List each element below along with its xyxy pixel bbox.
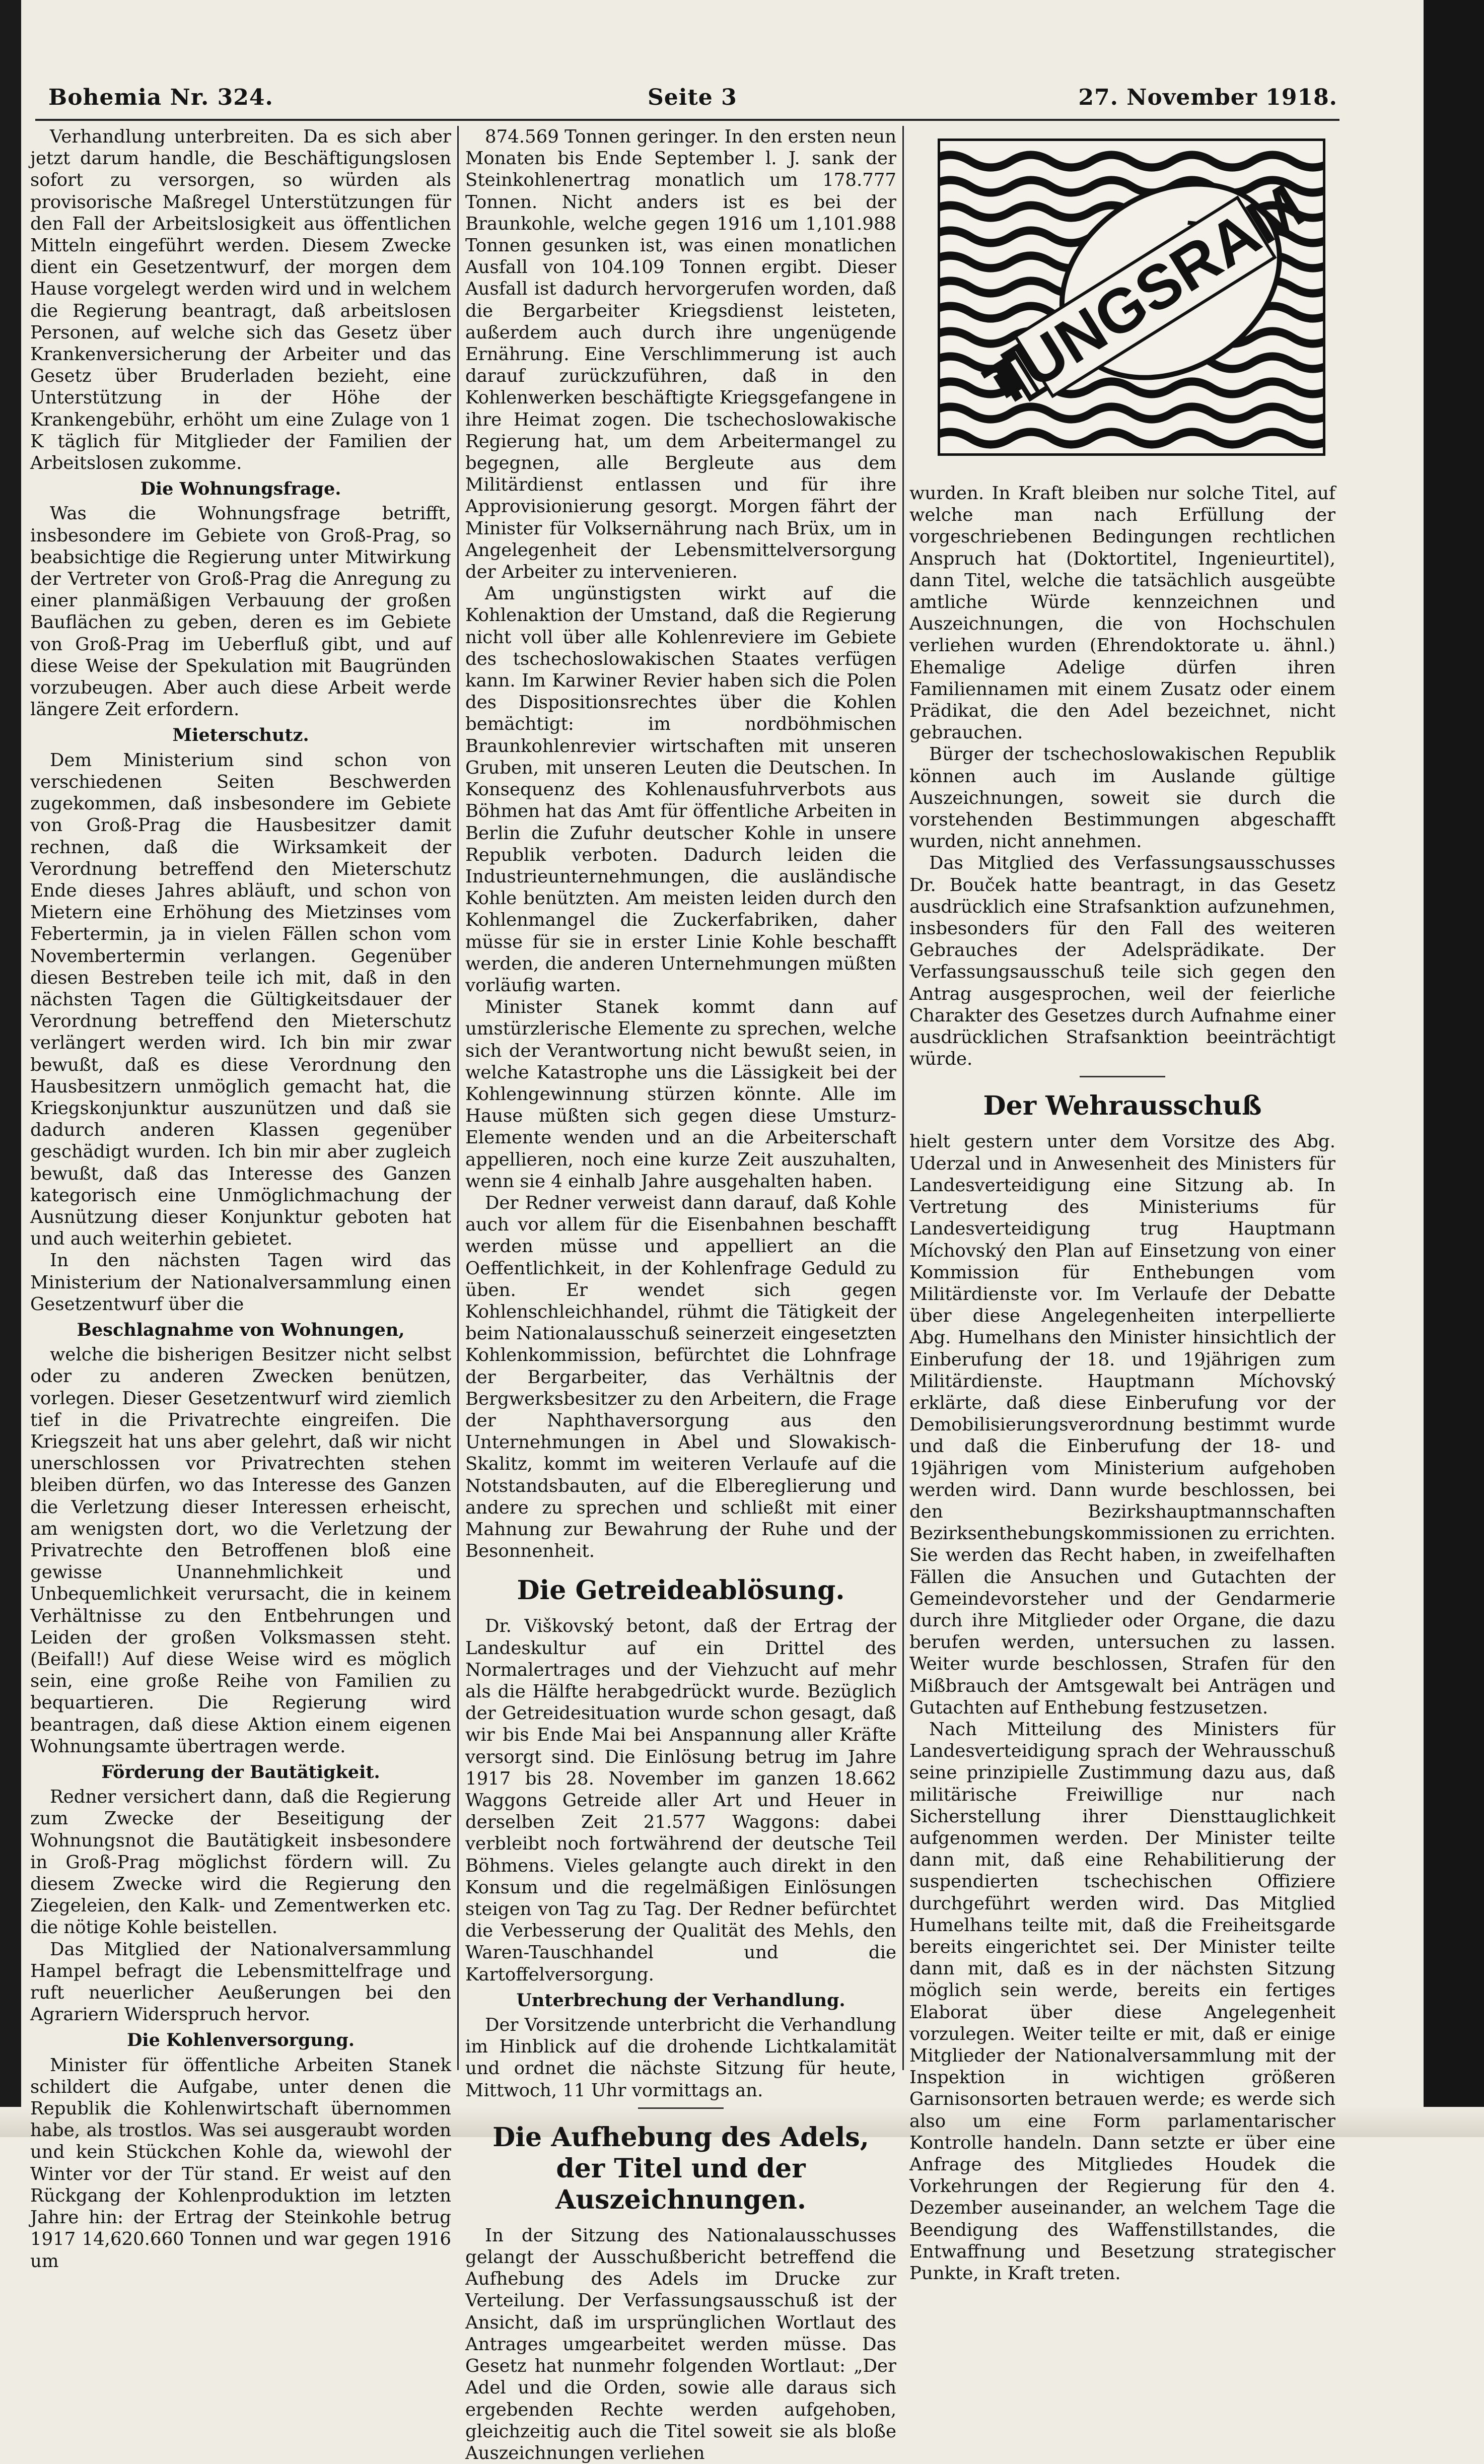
article-paragraph: Der Redner verweist dann darauf, daß Kohle auch vor allem für die Eisenbahnen beschafft werden müsse und appelliert an die Oeffentlichkeit, in der Kohlenfrage Geduld zu üben. Er wendet sich gegen Kohlenschleichhandel, rühmt die Tätigkeit der beim Nationalausschuß seinerzeit eingesetzten Kohlenkommission, befürchtet die Lohnfrage der Bergarbeiter, das Verhältnis der Bergwerksbesitzer zu den Arbeitern, die Frage der Naphthaversorgung aus den Unternehmungen in Abel und Slowakisch-Skalitz, kommt im weiteren Verlaufe auf die Notstandsbauten, auf die Elbereglierung und andere zu sprechen und schließt mit einer Mahnung zur Bewahrung der Ruhe und der Besonnenheit. (465, 1192, 896, 1562)
section-heading-kohlenversorgung: Die Kohlenversorgung. (126, 2030, 355, 2051)
column-3 (909, 483, 1335, 2284)
article-paragraph: In den nächsten Tagen wird das Ministerium der Nationalversammlung einen Gesetzentwurf über die (30, 1250, 451, 1315)
separator-rule (1080, 1076, 1165, 1077)
article-paragraph: Was die Wohnungsfrage betrifft, insbesondere im Gebiete von Groß-Prag, so beabsichtige die Regierung unter Mitwirkung der Vertreter von Groß-Prag die Anregung zu einer planmäßigen Verbauung der großen Bauflächen zu geben, deren es im Gebiete von Groß-Prag im Ueberfluß gibt, und auf diese Weise der Spekulation mit Baugründen vorzubeugen. Aber auch diese Arbeit werde längere Zeit erfordern. (30, 503, 451, 720)
article-headline-getreideabloesung: Die Getreideablösung. (517, 1575, 845, 1606)
header-issue: Bohemia Nr. 324. (48, 85, 273, 110)
article-headline-wehrausschuss: Der Wehrausschuß (983, 1090, 1262, 1122)
article-paragraph: Das Mitglied des Verfassungsausschusses Dr. Bouček hatte beantragt, in das Gesetz ausdrücklich eine Strafsanktion aufzunehmen, insbesonders für den Fall des weiteren Gebrauches der Adelsprädikate. Der Verfassungsausschuß teile sich gegen den Antrag ausgesprochen, weil der feierliche Charakter des Gesetzes durch Aufnahme einer ausdrücklichen Strafsanktion beeinträchtigt würde. (909, 853, 1335, 1070)
column-1 (30, 126, 451, 2272)
article-paragraph: Verhandlung unterbreiten. Da es sich aber jetzt darum handle, die Beschäftigungslosen sofort zu versorgen, so würden als provisorische Maßregel Unterstützungen für den Fall der Arbeitslosigkeit aus öffentlichen Mitteln eingeführt werden. Diesem Zwecke dient ein Gesetzentwurf, der morgen dem Hause vorgelegt werden wird und in welchem die Regierung beantragt, daß arbeitslosen Personen, auf welche sich das Gesetz über Krankenversicherung der Arbeiter und das Gesetz über Bruderladen bezieht, eine Unterstützung in der Höhe der Krankengebühr, erhöht um eine Zulage von 1 K täglich für Mitglieder der Familien der Arbeitslosen zukomme. (30, 126, 451, 474)
article-paragraph: Das Mitglied der Nationalversammlung Hampel befragt die Lebensmittelfrage und ruft neuerlicher Aeußerungen bei den Agrariern Widerspruch hervor. (30, 1939, 451, 2025)
article-paragraph: 874.569 Tonnen geringer. In den ersten neun Monaten bis Ende September l. J. sank der Steinkohlenertrag monatlich um 178.777 Tonnen. Nicht anders ist es bei der Braunkohle, welche gegen 1916 um 1,101.988 Tonnen gesunken ist, was einen monatlichen Ausfall von 104.109 Tonnen ergibt. Dieser Ausfall ist dadurch hervorgerufen worden, daß die Bergarbeiter Kriegsdienst leisteten, außerdem auch durch ihre ungenügende Ernährung. Eine Verschlimmerung ist auch darauf zurückzuführen, daß in den Kohlenwerken beschäftigte Kriegsgefangene in ihre Heimat zogen. Die tschechoslowakische Regierung hat, um dem Arbeitermangel zu begegnen, alle Bergleute aus dem Militärdienst entlassen und für ihre Approvisionierung gesorgt. Morgen fährt der Minister für Volksernährung nach Brüx, um in Angelegenheit der Lebensmittelversorgung der Arbeiter zu intervenieren. (465, 126, 896, 583)
header-page-number: Seite 3 (648, 85, 737, 110)
column-rule-1 (457, 126, 459, 2070)
section-heading-wohnungsfrage: Die Wohnungsfrage. (140, 478, 341, 500)
article-paragraph: Am ungünstigsten wirkt auf die Kohlenaktion der Umstand, daß die Regierung nicht voll über alle Kohlenreviere im Gebiete des tschechoslowakischen Staates verfügen kann. Im Karwiner Revier haben sich die Polen des Dispositionsrechtes über die Kohlen bemächtigt: im nordböhmischen Braunkohlenrevier wirtschaften mit unseren Gruben, mit unseren Leuten die Deutschen. In Konsequenz des Kohlenausfuhrverbots aus Böhmen hat das Amt für öffentliche Arbeiten in Berlin die Zufuhr deutscher Kohle in unsere Republik verboten. Dadurch leiden die Industrieunternehmungen, die ausländische Kohle benützten. Am meisten leiden durch den Kohlenmangel die Zuckerfabriken, daher müsse für sie in erster Linie Kohle beschafft werden, die anderen Unternehmungen müßten vorläufig warten. (465, 583, 896, 996)
tungsram-advertisement (938, 139, 1325, 456)
scan-edge-left (0, 0, 21, 2137)
header-rule (35, 119, 1339, 121)
article-headline-adel: Die Aufhebung des Adels, der Titel und der Auszeichnungen. (492, 2121, 869, 2215)
column-2 (465, 126, 896, 2464)
article-paragraph: Redner versichert dann, daß die Regierung zum Zwecke der Beseitigung der Wohnungsnot die Bautätigkeit insbesondere in Groß-Prag möglichst fördern will. Zu diesem Zwecke wird die Regierung den Ziegeleien, den Kalk- und Zementwerken etc. die nötige Kohle beistellen. (30, 1787, 451, 1938)
column-rule-2 (902, 126, 904, 2070)
article-paragraph: hielt gestern unter dem Vorsitze des Abg. Uderzal und in Anwesenheit des Ministers für Landesverteidigung eine Sitzung ab. In Vertretung des Ministeriums für Landesverteidigung trug Hauptmann Míchovský den Plan auf Einsetzung von einer Kommission für Enthebungen vom Militärdienste vor. Im Verlaufe der Debatte über diese Angelegenheiten interpellierte Abg. Humelhans den Minister hinsichtlich der Einberufung der 18. und 19jährigen zum Militärdienste. Hauptmann Míchovský erklärte, daß diese Einberufung vor der Demobilisierungsverordnung bestimmt wurde und daß die Einberufung der 18- und 19jährigen vom Ministerium aufgehoben werden wird. Dann wurde beschlossen, bei den Bezirkshauptmannschaften Bezirksenthebungskommissionen zu errichten. Sie werden das Recht haben, in zweifelhaften Fällen die Ansuchen und Gutachten der Gemeindevorsteher und der Gendarmerie durch ihre Mitglieder oder Organe, die dazu berufen werden, untersuchen zu lassen. Weiter wurde beschlossen, Strafen für den Mißbrauch der Amtsgewalt bei Anträgen und Gutachten auf Enthebung festzusetzen. (909, 1131, 1335, 1718)
article-paragraph: In der Sitzung des Nationalausschusses gelangt der Ausschußbericht betreffend die Aufhebung des Adels im Drucke zur Verteilung. Der Verfassungsausschuß ist der Ansicht, daß im ursprünglichen Wortlaut des Antrages umgearbeitet werden müsse. Das Gesetz hat nunmehr folgenden Wortlaut: „Der Adel und die Orden, sowie alle daraus sich ergebenden Rechte werden aufgehoben, gleichzeitig auch die Titel soweit sie als bloße Auszeichnungen verliehen (465, 2225, 896, 2463)
article-paragraph: Der Vorsitzende unterbricht die Verhandlung im Hinblick auf die drohende Lichtkalamität und ordnet die nächste Sitzung für heute, Mittwoch, 11 Uhr vormittags an. (465, 2015, 896, 2101)
article-paragraph: Nach Mitteilung des Ministers für Landesverteidigung sprach der Wehrausschuß seine prinzipielle Zustimmung dazu aus, daß militärische Freiwillige nur nach Sicherstellung ihrer Diensttauglichkeit aufgenommen werden. Der Minister teilte dann mit, daß eine Rehabilitierung der suspendierten tschechischen Offiziere durchgeführt werden wird. Das Mitglied Humelhans teilte mit, daß die Freiheitsgarde bereits eingerichtet sei. Der Minister teilte dann mit, daß es in der nächsten Sitzung möglich sein werde, bereits ein fertiges Elaborat über diese Angelegenheit vorzulegen. Weiter teilte er mit, daß er einige Mitglieder der Nationalversammlung mit der Inspektion in wichtigen größeren Garnisonsorten betrauen werde; es werde sich also um eine Form parlamentarischer Kontrolle handeln. Dann setzte er über eine Anfrage des Mitgliedes Houdek die Vorkehrungen der Regierung für den 4. Dezember auseinander, an welchem Tage die Beendigung des Waffenstillstandes, die Entwaffnung und Besetzung strategischer Punkte, in Kraft treten. (909, 1719, 1335, 2284)
article-paragraph: wurden. In Kraft bleiben nur solche Titel, auf welche man nach Erfüllung der vorgeschriebenen Bedingungen rechtlichen Anspruch hat (Doktortitel, Ingenieurtitel), dann Titel, welche die tatsächlich ausgeübte amtliche Würde kennzeichnen und Auszeichnungen, die von Hochschulen verliehen wurden (Ehrendoktorate u. ähnl.) Ehemalige Adelige dürfen ihren Familiennamen mit einem Zusatz oder einem Prädikat, die den Adel bezeichnet, nicht gebrauchen. (909, 483, 1335, 743)
section-heading-mieterschutz: Mieterschutz. (172, 725, 309, 746)
ad-brand-text: TUNGSRAM (973, 171, 1316, 422)
separator-rule (638, 2107, 724, 2109)
section-heading-beschlagnahme: Beschlagnahme von Wohnungen, (77, 1319, 405, 1340)
scan-edge-right (1424, 0, 1484, 2137)
light-bulb-icon (940, 141, 1323, 453)
header-date: 27. November 1918. (1078, 85, 1337, 110)
section-heading-bautaetigkeit: Förderung der Bautätigkeit. (101, 1762, 380, 1783)
article-paragraph: welche die bisherigen Besitzer nicht selbst oder zu anderen Zwecken benützen, vorlegen. Dieser Gesetzentwurf wird ziemlich tief in die Privatrechte eingreifen. Die Kriegszeit hat uns aber gelehrt, daß wir nicht unerschlossen vor Privatrechten stehen bleiben dürfen, wo das Interesse des Ganzen die Verletzung dieser Interessen erheischt, am wenigsten dort, wo die Verletzung der Privatrechte den Betroffenen bloß eine gewisse Unannehmlichkeit und Unbequemlichkeit verursacht, die in keinem Verhältnisse zu den Entbehrungen und Leiden der großen Volksmassen steht. (Beifall!) Auf diese Weise wird es möglich sein, eine große Reihe von Familien zu bequartieren. Die Regierung wird beantragen, daß diese Aktion einem eigenen Wohnungsamte übertragen werde. (30, 1344, 451, 1757)
article-paragraph: Dr. Viškovský betont, daß der Ertrag der Landeskultur auf ein Drittel des Normalertrages und der Viehzucht auf mehr als die Hälfte herabgedrückt wurde. Bezüglich der Getreidesituation wurde schon gesagt, daß wir bis Ende Mai bei Anspannung aller Kräfte versorgt sind. Die Einlösung betrug im Jahre 1917 bis 28. November im ganzen 18.662 Waggons Getreide aller Art und Heuer in derselben Zeit 21.577 Waggons: dabei verbleibt noch fortwährend der deutsche Teil Böhmens. Vieles gelangte auch direkt in den Konsum und die regelmäßigen Einlösungen steigen von Tag zu Tag. Der Redner befürchtet die Verbesserung der Qualität des Mehls, den Waren-Tauschhandel und die Kartoffelversorgung. (465, 1616, 896, 1985)
article-paragraph: Bürger der tschechoslowakischen Republik können auch im Auslande gültige Auszeichnungen, soweit sie durch die vorstehenden Bestimmungen abgeschafft wurden, nicht annehmen. (909, 744, 1335, 852)
article-paragraph: Minister Stanek kommt dann auf umstürzlerische Elemente zu sprechen, welche sich der Verantwortung nicht bewußt seien, in welche Katastrophe uns die Lässigkeit bei der Kohlengewinnung stürzen könnte. Alle im Hause müßten sich gegen diese Umsturz-Elemente wenden und an die Arbeiterschaft appellieren, noch eine kurze Zeit auszuhalten, wenn sie 4 einhalb Jahre ausgehalten haben. (465, 997, 896, 1192)
article-paragraph: Minister für öffentliche Arbeiten Stanek schildert die Aufgabe, unter denen die Republik die Kohlenwirtschaft übernommen habe, als trostlos. Was sei ausgeraubt worden und kein Stückchen Kohle da, wiewohl der Winter vor der Tür stand. Er weist auf den Rückgang der Kohlenproduktion im letzten Jahre hin: der Ertrag der Steinkohle betrug 1917 14,620.660 Tonnen und war gegen 1916 um (30, 2055, 451, 2272)
section-heading-unterbrechung: Unterbrechung der Verhandlung. (516, 1990, 845, 2011)
article-paragraph: Dem Ministerium sind schon von verschiedenen Seiten Beschwerden zugekommen, daß insbesondere im Gebiete von Groß-Prag die Hausbesitzer damit rechnen, daß die Wirksamkeit der Verordnung betreffend den Mieterschutz Ende dieses Jahres abläuft, und schon von Mietern eine Erhöhung des Mietzinses vom Febertermin, ja in vielen Fällen schon vom Novembertermin verlangen. Gegenüber diesen Bestreben teile ich mit, daß in den nächsten Tagen die Gültigkeitsdauer der Verordnung betreffend den Mieterschutz verlängert werden wird. Ich bin mir zwar bewußt, daß es diese Verordnung den Hausbesitzern unmöglich gemacht hat, die Kriegskonjunktur auszunützen und daß sie dadurch anderen Klassen gegenüber geschädigt wurden. Ich bin mir aber zugleich bewußt, daß das Interesse des Ganzen kategorisch eine Unmöglichmachung der Ausnützung dieser Konjunktur geboten hat und auch weiterhin gebietet. (30, 749, 451, 1250)
